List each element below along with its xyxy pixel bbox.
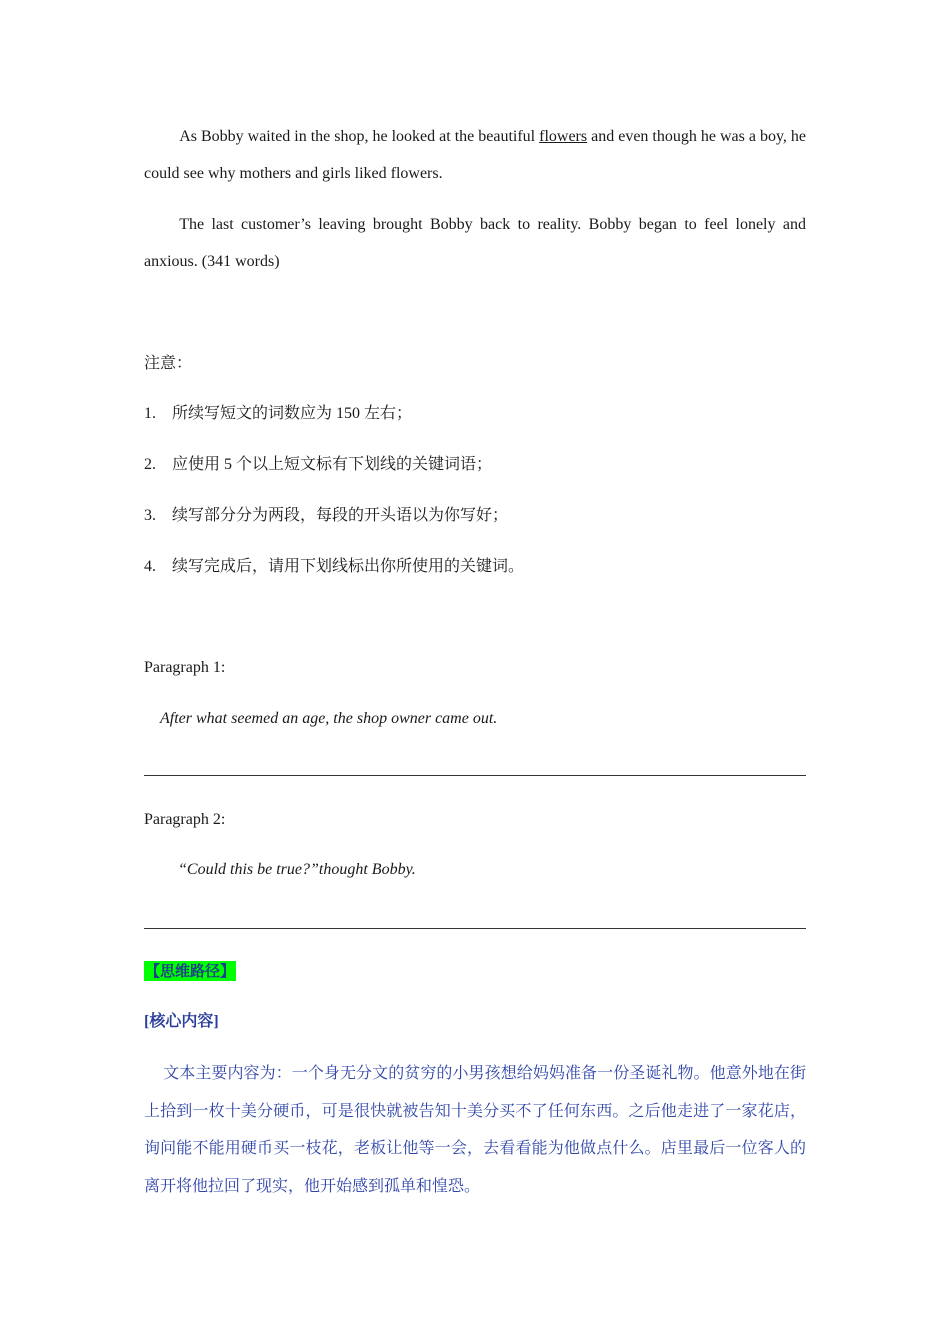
story-paragraph-1 [144,118,806,192]
note-item-text: 续写部分分为两段，每段的开头语以为你写好； [172,507,509,524]
paragraph-1-label: Paragraph 1: [144,659,226,676]
core-content-heading: [核心内容] [144,1013,219,1030]
story-paragraph-2: The last customer’s leaving brought Bobby back to reality. Bobby began to feel lonely and anxious. (341 words) [144,216,806,270]
note-item-number: 4. [144,558,156,575]
thinking-path-tag: 【思维路径】 [145,962,236,980]
paragraph-2-label: Paragraph 2: [144,811,226,828]
note-item-number: 2. [144,456,156,473]
paragraph-2-opening [144,858,840,882]
note-item-text: 所续写短文的词数应为 150 左右； [172,405,413,422]
note-item-text: 应使用 5 个以上短文标有下划线的关键词语； [172,456,493,473]
note-item-number: 3. [144,507,156,524]
note-item-text: 续写完成后，请用下划线标出你所使用的关键词。 [172,558,525,575]
note-item-1 [144,402,806,426]
note-item-3 [144,504,806,528]
story-paragraph-1-text-a: As Bobby waited in the shop, he looked at the beautiful [179,128,540,145]
paragraph-2-opening-rest: thought Bobby. [318,861,416,878]
paragraph-2-opening-quote: “Could this be true?” [178,861,319,878]
writing-line-1 [144,775,806,776]
story-paragraph-1-text-b: and even though he was a boy, he could see why mothers and girls liked flowers. [144,128,807,182]
thinking-path-tag-row [144,961,806,981]
note-item-4 [144,555,806,579]
writing-line-2 [144,928,806,929]
underlined-keyword: flowers [539,128,588,145]
notes-title: 注意： [144,355,193,372]
note-item-2 [144,453,806,477]
paragraph-1-opening: After what seemed an age, the shop owner came out. [160,710,498,727]
note-item-number: 1. [144,405,156,422]
core-content-text: 文本主要内容为：一个身无分文的贫穷的小男孩想给妈妈准备一份圣诞礼物。他意外地在街上拾到一枚十美分硬币，可是很快就被告知十美分买不了任何东西。之后他走进了一家花店，询问能不能用硬币买一枝花，老板让他等一会，去看看能为他做点什么。店里最后一位客人的离开将他拉回了现实，他开始感到孤单和惶恐。 [144,1065,806,1195]
